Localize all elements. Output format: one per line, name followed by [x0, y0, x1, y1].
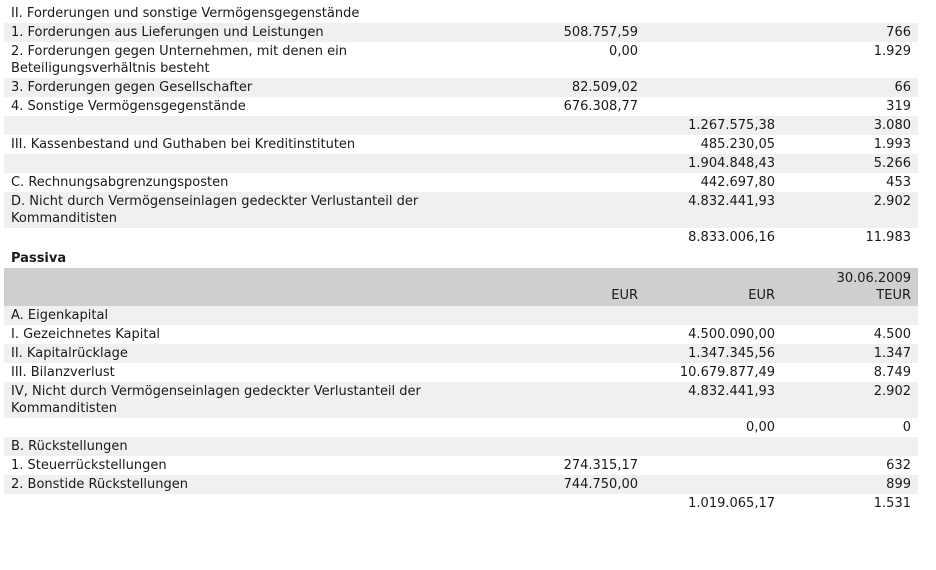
- passiva-rows: [4, 306, 918, 513]
- value-teur: 1.347: [782, 344, 918, 363]
- table-row: [4, 154, 918, 173]
- value-eur-1: [460, 228, 645, 247]
- passiva-title: Passiva: [4, 247, 918, 268]
- row-label: II. Forderungen und sonstige Vermögensgegenstände: [4, 4, 460, 23]
- section-heading-row: [4, 247, 918, 268]
- column-header-row: [4, 268, 918, 306]
- value-eur-2: [645, 4, 782, 23]
- value-teur: 319: [782, 97, 918, 116]
- value-teur: 2.902: [782, 192, 918, 228]
- row-label: D. Nicht durch Vermögenseinlagen gedeckter Verlustanteil der Kommanditisten: [4, 192, 460, 228]
- value-teur: [782, 437, 918, 456]
- table-row: [4, 116, 918, 135]
- table-row: [4, 78, 918, 97]
- balance-sheet-table: [4, 4, 918, 513]
- header-date: 30.06.2009: [836, 271, 911, 286]
- value-eur-1: 0,00: [460, 42, 645, 78]
- value-eur-2: 10.679.877,49: [645, 363, 782, 382]
- row-label: 1. Forderungen aus Lieferungen und Leistungen: [4, 23, 460, 42]
- value-eur-1: [460, 363, 645, 382]
- value-eur-2: [645, 23, 782, 42]
- value-eur-1: [460, 116, 645, 135]
- row-label: II. Kapitalrücklage: [4, 344, 460, 363]
- value-eur-2: 4.832.441,93: [645, 192, 782, 228]
- value-eur-1: [460, 192, 645, 228]
- value-eur-1: 508.757,59: [460, 23, 645, 42]
- row-label: [4, 494, 460, 513]
- table-row: [4, 494, 918, 513]
- value-teur: 11.983: [782, 228, 918, 247]
- header-eur-1: EUR: [460, 268, 645, 306]
- table-row: [4, 418, 918, 437]
- value-eur-2: 4.500.090,00: [645, 325, 782, 344]
- row-label: [4, 154, 460, 173]
- value-teur: [782, 306, 918, 325]
- value-eur-2: [645, 42, 782, 78]
- value-eur-1: 676.308,77: [460, 97, 645, 116]
- table-row: [4, 42, 918, 78]
- value-teur: 4.500: [782, 325, 918, 344]
- table-row: [4, 192, 918, 228]
- value-eur-2: [645, 475, 782, 494]
- value-teur: 8.749: [782, 363, 918, 382]
- row-label: 4. Sonstige Vermögensgegenstände: [4, 97, 460, 116]
- value-eur-1: [460, 437, 645, 456]
- table-row: [4, 135, 918, 154]
- row-label: [4, 228, 460, 247]
- value-eur-2: 1.347.345,56: [645, 344, 782, 363]
- value-teur: 899: [782, 475, 918, 494]
- header-label-cell: [4, 268, 460, 306]
- value-eur-2: [645, 306, 782, 325]
- aktiva-rows: [4, 4, 918, 247]
- row-label: III. Kassenbestand und Guthaben bei Kreditinstituten: [4, 135, 460, 154]
- value-teur: 66: [782, 78, 918, 97]
- value-eur-2: 485.230,05: [645, 135, 782, 154]
- value-eur-2: [645, 437, 782, 456]
- table-row: [4, 23, 918, 42]
- row-label: III. Bilanzverlust: [4, 363, 460, 382]
- passiva-header: [4, 247, 918, 306]
- value-teur: 3.080: [782, 116, 918, 135]
- row-label: A. Eigenkapital: [4, 306, 460, 325]
- value-eur-1: [460, 344, 645, 363]
- value-teur: 453: [782, 173, 918, 192]
- row-label: 2. Bonstide Rückstellungen: [4, 475, 460, 494]
- value-eur-2: 8.833.006,16: [645, 228, 782, 247]
- header-teur: TEUR: [876, 288, 911, 303]
- value-eur-2: 1.019.065,17: [645, 494, 782, 513]
- table-row: [4, 363, 918, 382]
- table-row: [4, 4, 918, 23]
- value-eur-1: [460, 4, 645, 23]
- table-row: [4, 382, 918, 418]
- table-row: [4, 456, 918, 475]
- table-row: [4, 437, 918, 456]
- value-teur: 1.531: [782, 494, 918, 513]
- row-label: C. Rechnungsabgrenzungsposten: [4, 173, 460, 192]
- row-label: 1. Steuerrückstellungen: [4, 456, 460, 475]
- value-eur-2: 1.904.848,43: [645, 154, 782, 173]
- value-eur-1: [460, 135, 645, 154]
- value-teur: 1.993: [782, 135, 918, 154]
- table-row: [4, 228, 918, 247]
- value-eur-1: [460, 325, 645, 344]
- value-eur-2: 442.697,80: [645, 173, 782, 192]
- value-eur-2: [645, 456, 782, 475]
- table-row: [4, 344, 918, 363]
- table-row: [4, 306, 918, 325]
- value-eur-1: 82.509,02: [460, 78, 645, 97]
- row-label: I. Gezeichnetes Kapital: [4, 325, 460, 344]
- value-eur-1: [460, 154, 645, 173]
- value-eur-1: 274.315,17: [460, 456, 645, 475]
- value-eur-1: [460, 382, 645, 418]
- row-label: 2. Forderungen gegen Unternehmen, mit denen ein Beteiligungsverhältnis besteht: [4, 42, 460, 78]
- value-teur: 1.929: [782, 42, 918, 78]
- value-eur-2: [645, 78, 782, 97]
- header-eur-2: EUR: [645, 268, 782, 306]
- table-row: [4, 475, 918, 494]
- value-eur-1: [460, 418, 645, 437]
- row-label: 3. Forderungen gegen Gesellschafter: [4, 78, 460, 97]
- value-eur-2: 4.832.441,93: [645, 382, 782, 418]
- table-row: [4, 325, 918, 344]
- value-eur-1: [460, 494, 645, 513]
- value-eur-2: [645, 97, 782, 116]
- value-teur: 5.266: [782, 154, 918, 173]
- table-row: [4, 97, 918, 116]
- value-eur-1: 744.750,00: [460, 475, 645, 494]
- value-teur: 0: [782, 418, 918, 437]
- value-eur-2: 1.267.575,38: [645, 116, 782, 135]
- row-label: IV, Nicht durch Vermögenseinlagen gedeckter Verlustanteil der Kommanditisten: [4, 382, 460, 418]
- value-teur: 2.902: [782, 382, 918, 418]
- value-teur: [782, 4, 918, 23]
- value-teur: 766: [782, 23, 918, 42]
- table-row: [4, 173, 918, 192]
- row-label: B. Rückstellungen: [4, 437, 460, 456]
- value-eur-1: [460, 173, 645, 192]
- row-label: [4, 418, 460, 437]
- value-eur-2: 0,00: [645, 418, 782, 437]
- value-teur: 632: [782, 456, 918, 475]
- value-eur-1: [460, 306, 645, 325]
- header-prior-year: [782, 268, 918, 306]
- row-label: [4, 116, 460, 135]
